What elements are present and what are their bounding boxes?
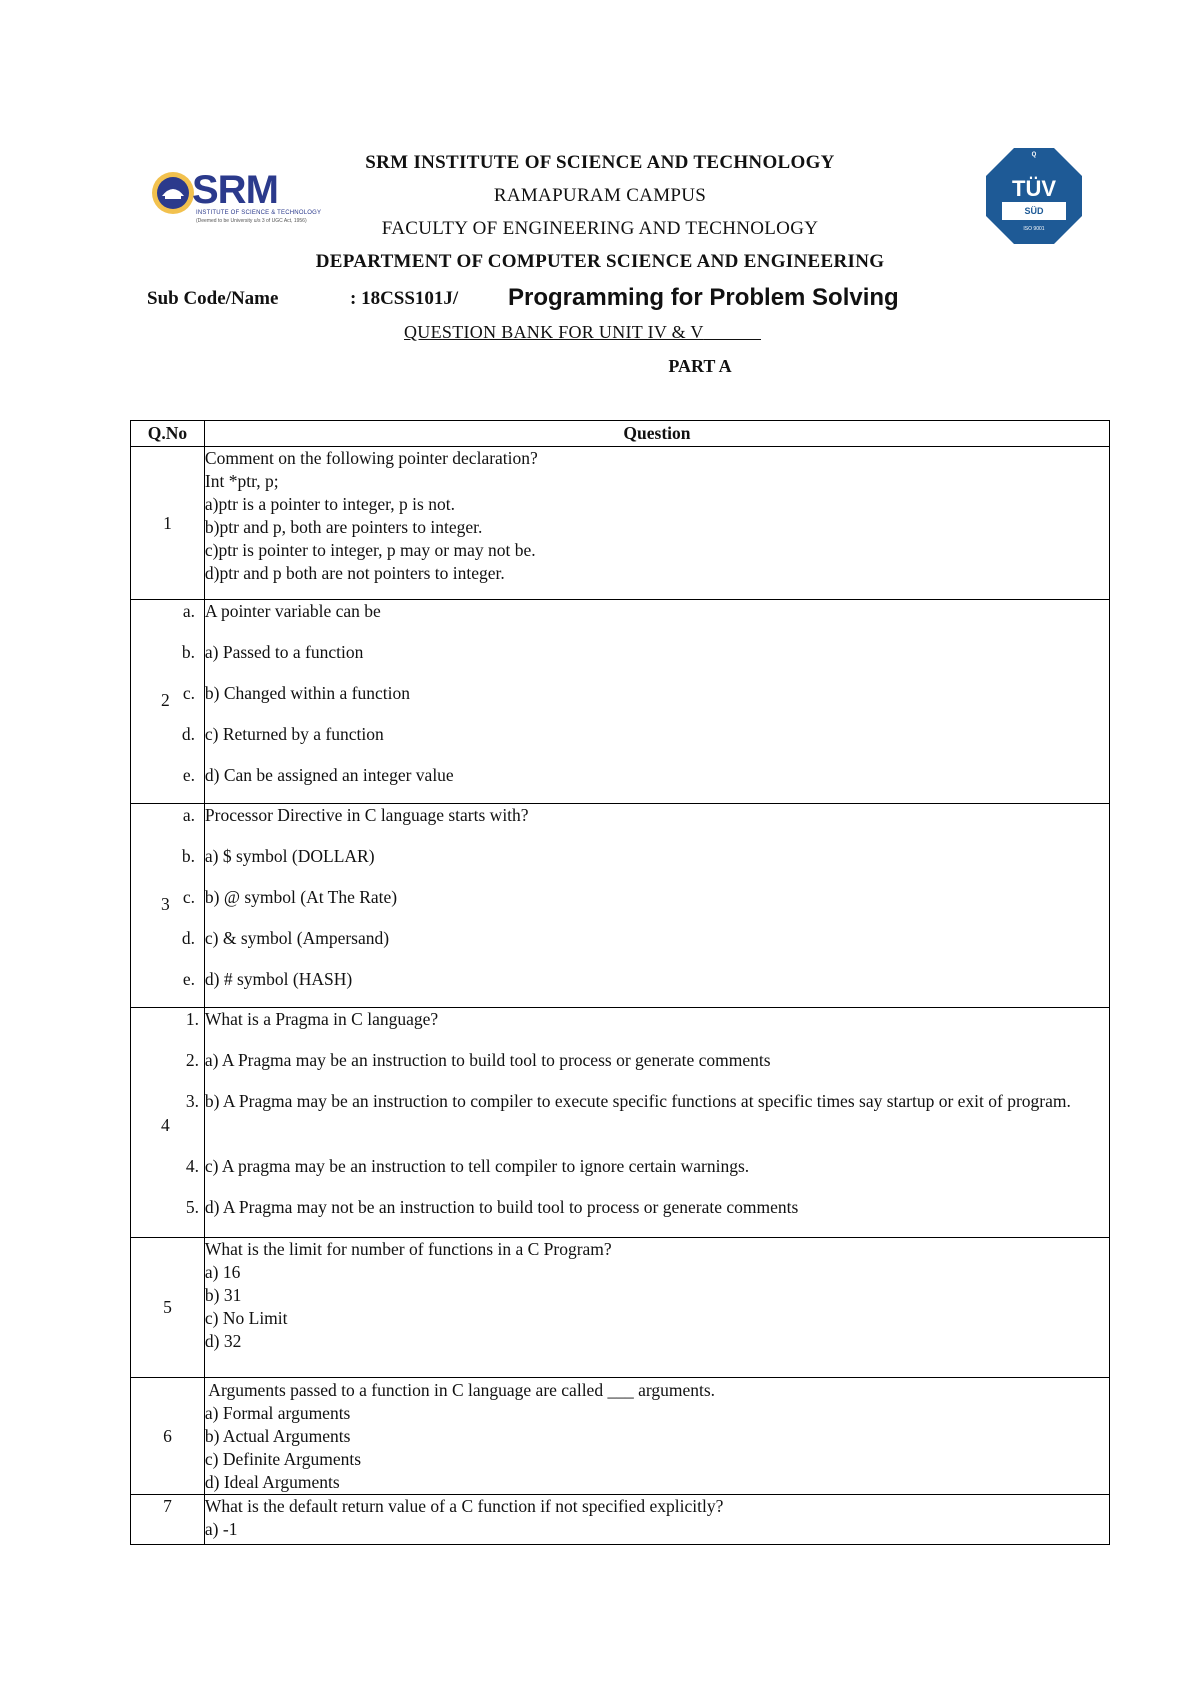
question-line: c) No Limit — [204, 1308, 288, 1328]
question-line: Int *ptr, p; — [204, 471, 279, 491]
question-cell — [204, 447, 1109, 600]
question-cell — [204, 804, 1109, 1008]
question-cell — [204, 1378, 1109, 1495]
option-marker: 5. — [185, 1197, 199, 1217]
question-bank-title-text: QUESTION BANK FOR UNIT IV & V — [404, 322, 704, 342]
question-line: b) A Pragma may be an instruction to compiler to execute specific functions at specific times say startup or exit of program. — [204, 1091, 1071, 1111]
question-line: b) Changed within a function — [204, 683, 410, 703]
question-line: a) $ symbol (DOLLAR) — [204, 846, 375, 866]
option-marker: b. — [181, 846, 195, 866]
question-line: c) & symbol (Ampersand) — [204, 928, 390, 948]
option-marker: e. — [182, 765, 195, 785]
institute-name: SRM INSTITUTE OF SCIENCE AND TECHNOLOGY — [365, 152, 835, 173]
tuv-logo-top-mark: Q — [1031, 152, 1037, 158]
option-marker: c. — [182, 887, 195, 907]
qno-cell — [131, 804, 205, 1008]
qno-cell: 1 — [131, 447, 205, 600]
question-line: Processor Directive in C language starts with? — [204, 805, 529, 825]
sub-code-label: Sub Code/Name — [147, 288, 279, 309]
srm-logo-tagline: (Deemed to be University u/s 3 of UGC Act, 1956) — [196, 218, 307, 224]
table-row — [131, 1378, 1110, 1495]
col-header-qno: Q.No — [131, 421, 205, 447]
question-number: 2 — [161, 690, 170, 710]
question-line: d) # symbol (HASH) — [204, 969, 353, 989]
question-line: d) Can be assigned an integer value — [204, 765, 454, 785]
question-line: a) A Pragma may be an instruction to build tool to process or generate comments — [204, 1050, 771, 1070]
question-line: c) Definite Arguments — [204, 1449, 362, 1469]
option-marker: 1. — [185, 1009, 199, 1029]
tuv-logo-word: TÜV — [1012, 176, 1056, 201]
question-line: a)ptr is a pointer to integer, p is not. — [204, 494, 455, 514]
campus-name: RAMAPURAM CAMPUS — [493, 185, 707, 206]
question-line: d) Ideal Arguments — [204, 1472, 340, 1492]
option-marker: 2. — [185, 1050, 199, 1070]
table-row — [131, 1495, 1110, 1545]
qno-cell: 7 — [131, 1495, 205, 1545]
option-marker: a. — [182, 805, 195, 825]
table-header-row — [131, 421, 1110, 447]
question-number: 4 — [161, 1115, 170, 1135]
question-line: Comment on the following pointer declaration? — [204, 448, 538, 468]
option-marker: b. — [181, 642, 195, 662]
question-line: c) Returned by a function — [204, 724, 384, 744]
option-marker: e. — [182, 969, 195, 989]
question-line: What is the default return value of a C function if not specified explicitly? — [204, 1496, 724, 1516]
question-line: b) 31 — [204, 1285, 242, 1305]
table-row — [131, 447, 1110, 600]
option-marker: d. — [181, 724, 195, 744]
subject-name: Programming for Problem Solving — [508, 284, 899, 311]
qno-cell: 6 — [131, 1378, 205, 1495]
option-marker: d. — [181, 928, 195, 948]
table-row — [131, 1008, 1110, 1238]
question-line: A pointer variable can be — [204, 601, 381, 621]
option-marker: c. — [182, 683, 195, 703]
question-line: d) A Pragma may not be an instruction to build tool to process or generate comments — [204, 1197, 799, 1217]
option-marker: 3. — [185, 1091, 199, 1111]
tuv-logo-sud: SÜD — [1024, 206, 1044, 216]
question-cell — [204, 1495, 1109, 1545]
question-table — [130, 420, 1110, 1545]
question-line: a) Formal arguments — [204, 1403, 351, 1423]
question-cell — [204, 1238, 1109, 1378]
question-line: c) A pragma may be an instruction to tell compiler to ignore certain warnings. — [204, 1156, 750, 1176]
question-line: a) Passed to a function — [204, 642, 364, 662]
question-cell — [204, 600, 1109, 804]
srm-logo-subtitle: INSTITUTE OF SCIENCE & TECHNOLOGY — [196, 210, 322, 216]
question-line: d) 32 — [204, 1331, 242, 1351]
question-bank-title — [404, 322, 852, 343]
sub-code-value: : 18CSS101J/ — [350, 288, 459, 309]
faculty-name: FACULTY OF ENGINEERING AND TECHNOLOGY — [381, 218, 819, 239]
question-line: b) @ symbol (At The Rate) — [204, 887, 398, 907]
qno-cell — [131, 600, 205, 804]
qno-cell: 5 — [131, 1238, 205, 1378]
qno-cell — [131, 1008, 205, 1238]
option-marker: 4. — [185, 1156, 199, 1176]
question-line: Arguments passed to a function in C language are called ___ arguments. — [204, 1380, 716, 1400]
department-name: DEPARTMENT OF COMPUTER SCIENCE AND ENGINEERING — [315, 251, 885, 272]
question-line: d)ptr and p both are not pointers to integer. — [204, 563, 505, 583]
col-header-question: Question — [204, 421, 1109, 447]
question-line: b)ptr and p, both are pointers to integer. — [204, 517, 483, 537]
option-marker: a. — [182, 601, 195, 621]
srm-logo-word: SRM — [192, 168, 278, 212]
part-heading: PART A — [668, 356, 732, 376]
tuv-logo-iso: ISO 9001 — [1023, 226, 1045, 232]
question-line: What is the limit for number of functions in a C Program? — [204, 1239, 612, 1259]
question-number: 3 — [161, 894, 170, 914]
table-row — [131, 600, 1110, 804]
table-row — [131, 804, 1110, 1008]
question-line: a) 16 — [204, 1262, 241, 1282]
question-line: a) -1 — [204, 1519, 238, 1539]
question-line: c)ptr is pointer to integer, p may or may not be. — [204, 540, 536, 560]
question-line: What is a Pragma in C language? — [204, 1009, 439, 1029]
table-row — [131, 1238, 1110, 1378]
question-cell — [204, 1008, 1109, 1238]
question-line: b) Actual Arguments — [204, 1426, 351, 1446]
